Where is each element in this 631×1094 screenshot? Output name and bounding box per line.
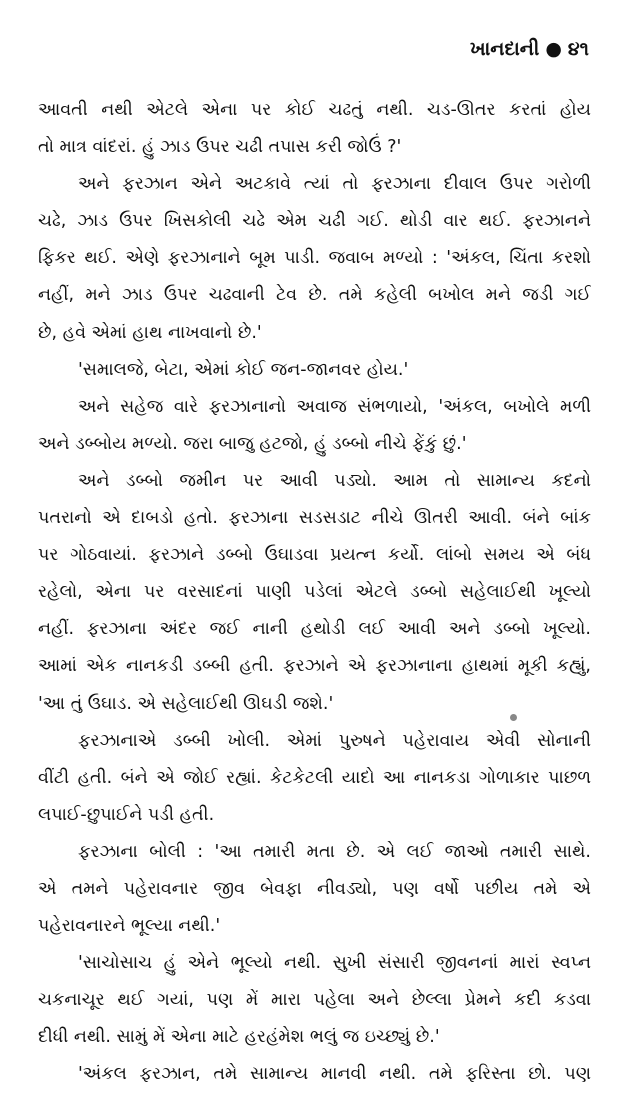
text-line: અને ડબ્બો જમીન પર આવી પડ્યો. આમ તો સામાન્ય કદનો <box>78 470 591 491</box>
text-line: અને ડબ્બોય મળ્યો. જરા બાજુ હટજો, હું ડબ્બો નીચે ફેંકું છું.' <box>38 433 467 454</box>
page-number: ૪૧ <box>567 38 589 60</box>
page-text <box>38 92 591 1094</box>
text-line: 'સમાલજે, બેટા, એમાં કોઈ જન-જાનવર હોય.' <box>78 359 409 380</box>
text-line: રહેલો, એના પર વરસાદનાં પાણી પડેલાં એટલે ડબ્બો સહેલાઈથી ખૂલ્યો <box>38 582 591 603</box>
running-header <box>470 38 589 60</box>
text-line: લપાઈ-છુપાઈને પડી હતી. <box>38 804 215 825</box>
text-line: દીધી નથી. સામું મેં એના માટે હરહંમેશ ભલું જ ઇચ્છ્યું છે.' <box>38 1027 440 1048</box>
text-line: ચકનાચૂર થઈ ગયાં, પણ મેં મારા પહેલા અને છેલ્લા પ્રેમને કદી કડવા <box>38 990 591 1011</box>
text-line: પર ગોઠવાયાં. ફરઝાને ડબ્બો ઉઘાડવા પ્રયત્ન કર્યો. લાંબો સમય એ બંધ <box>38 545 591 566</box>
separator-dot-icon: ● <box>545 38 562 60</box>
text-line: ચઢે, ઝાડ ઉપર ખિસકોલી ચઢે એમ ચઢી ગઈ. થોડી વાર થઈ. ફરઝાનને <box>38 211 591 232</box>
text-line: આમાં એક નાનકડી ડબ્બી હતી. ફરઝાને એ ફરઝાનાના હાથમાં મૂકી કહ્યું, <box>38 656 591 677</box>
text-line: ફરઝાના બોલી : 'આ તમારી મતા છે. એ લઈ જાઓ તમારી સાથે. <box>78 841 591 862</box>
ink-speck <box>510 714 517 721</box>
text-line: અને ફરઝાન એને અટકાવે ત્યાં તો ફરઝાના દીવાલ ઉપર ગરોળી <box>78 174 591 195</box>
text-line: વીંટી હતી. બંને એ જોઈ રહ્યાં. કેટકેટલી યાદો આ નાનકડા ગોળાકાર પાછળ <box>38 767 591 788</box>
chapter-title: ખાનદાની <box>470 38 540 60</box>
text-line: છે, હવે એમાં હાથ નાખવાનો છે.' <box>38 322 262 343</box>
text-line: એ તમને પહેરાવનાર જીવ બેવફા નીવડ્યો, પણ વર્ષો પછીય તમે એ <box>38 878 591 899</box>
text-line: ફરઝાનાએ ડબ્બી ખોલી. એમાં પુરુષને પહેરાવાય એવી સોનાની <box>78 730 591 751</box>
text-line: આવતી નથી એટલે એના પર કોઈ ચઢતું નથી. ચડ-ઊતર કરતાં હોય <box>38 100 591 120</box>
text-line: પતરાનો એ દાબડો હતો. ફરઝાના સડસડાટ નીચે ઊતરી આવી. બંને બાંક <box>38 508 591 529</box>
text-line: ફિકર થઈ. એણે ફરઝાનાને બૂમ પાડી. જવાબ મળ્યો : 'અંકલ, ચિંતા કરશો <box>38 248 591 269</box>
text-line: 'આ તું ઉઘાડ. એ સહેલાઈથી ઊઘડી જશે.' <box>38 693 334 714</box>
text-line: અને સહેજ વારે ફરઝાનાનો અવાજ સંભળાયો, 'અંકલ, બખોલે મળી <box>78 396 591 417</box>
text-line: 'અંકલ ફરઝાન, તમે સામાન્ય માનવી નથી. તમે ફરિસ્તા છો. પણ <box>78 1064 591 1085</box>
text-line: 'સાચોસાચ હું એને ભૂલ્યો નથી. સુખી સંસારી જીવનનાં મારાં સ્વપ્ન <box>78 953 591 974</box>
text-line: નહીં. ફરઝાના અંદર જઈ નાની હથોડી લઈ આવી અને ડબ્બો ખૂલ્યો. <box>38 619 591 640</box>
text-line: નહીં, મને ઝાડ ઉપર ચઢવાની ટેવ છે. તમે કહેલી બખોલ મને જડી ગઈ <box>38 285 591 306</box>
text-line: પહેરાવનારને ભૂલ્યા નથી.' <box>38 916 221 937</box>
text-line: તો માત્ર વાંદરાં. હું ઝાડ ઉપર ચઢી તપાસ કરી જોઉં ?' <box>38 137 402 158</box>
